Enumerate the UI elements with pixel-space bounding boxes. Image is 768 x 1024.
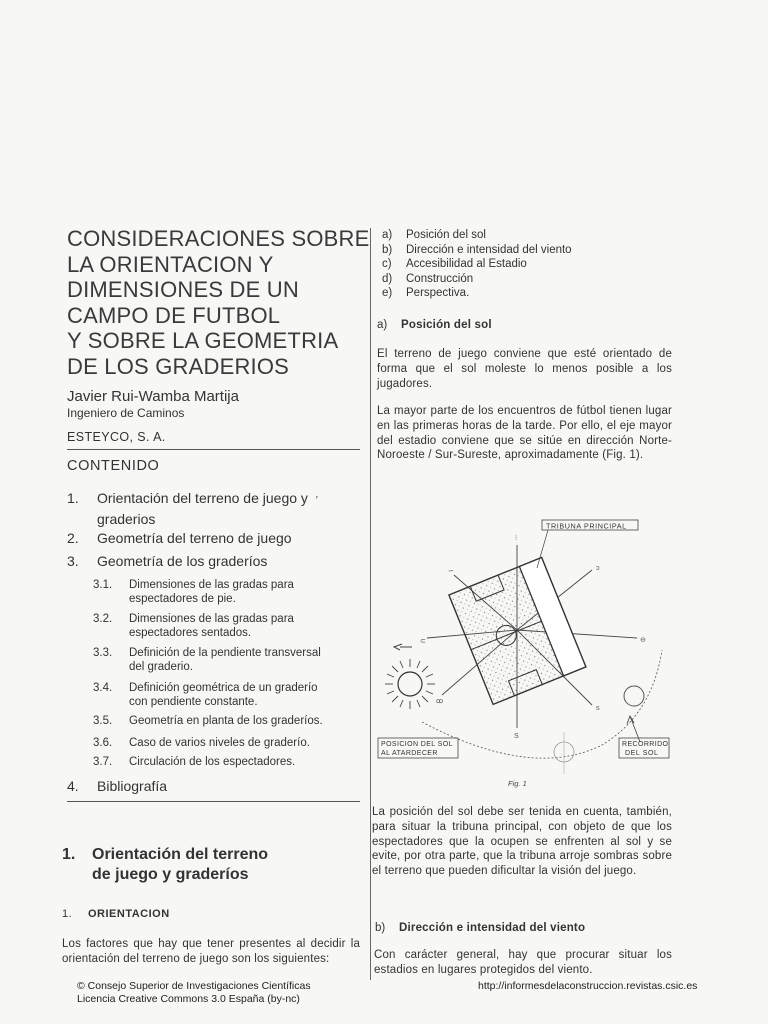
list-letter: d)	[382, 272, 393, 285]
toc-number: 1.	[67, 490, 79, 506]
list-text: Posición del sol	[406, 229, 486, 241]
svg-text:∽: ∽	[448, 568, 454, 575]
list-letter: b)	[382, 243, 393, 256]
list-text: Dirección e intensidad del viento	[406, 243, 572, 256]
subsection-title: ORIENTACION	[88, 908, 170, 920]
paragraph: La posición del sol debe ser tenida en cuenta, también, para situar la tribuna principal, con objeto de que los espectadores que la ocupen se enfrenten al sol y se evite, por otra parte, que la tribuna arroje sombras sobre el terreno que pueden dificultar la visión del juego.	[372, 806, 672, 878]
section-title-cont: de juego y graderíos	[92, 866, 249, 883]
subsection-heading-viento	[375, 922, 585, 934]
toc-text: Caso de varios niveles de graderío.	[129, 737, 310, 749]
list-item	[382, 257, 572, 272]
figure-1	[372, 510, 682, 800]
toc-number: 3.1.	[93, 579, 113, 591]
toc-subitem-3-3	[93, 646, 321, 674]
label-recorrido: RECORRIDO	[622, 741, 669, 748]
toc-subitem-3-5	[93, 714, 323, 728]
toc-text-cont: espectadores sentados.	[129, 627, 252, 639]
divider	[67, 449, 360, 450]
toc-text-cont: espectadores de pie.	[129, 593, 236, 605]
subsection-title: Posición del sol	[401, 319, 492, 331]
toc-text: Geometría del terreno de juego	[97, 530, 292, 546]
list-item	[382, 272, 572, 287]
section-heading	[62, 845, 268, 885]
toc-text: Dimensiones de las gradas para	[129, 579, 294, 591]
sun-icon	[385, 659, 435, 709]
toc-subitem-3-2	[93, 612, 294, 640]
label-tribuna: TRIBUNA PRINCIPAL	[546, 521, 627, 531]
paragraph: Con carácter general, hay que procurar situar los estadios en lugares protegidos del viento.	[374, 949, 672, 976]
toc-text-cont: del graderio.	[129, 661, 193, 673]
toc-text: Orientación del terreno de juego y	[97, 490, 308, 506]
toc-item-2	[67, 529, 292, 547]
sun-position-icon	[624, 686, 644, 706]
label-posicion: POSICION DEL SOL	[381, 741, 453, 748]
svg-text:ↄ: ↄ	[596, 565, 600, 572]
label-posicion: AL ATARDECER	[381, 750, 438, 757]
toc-number: 3.2.	[93, 613, 113, 625]
column-divider	[370, 228, 371, 980]
list-item	[382, 286, 572, 301]
toc-text: Bibliografía	[97, 778, 168, 794]
paragraph: La mayor parte de los encuentros de fútbol tienen lugar en las primeras horas de la tarde. Por ello, el eje mayor del estadio conviene que se sitúe en dirección Norte-Noroeste / Sur-Sureste, aproximadamente (Fig. 1).	[377, 405, 672, 462]
title-line: DE LOS GRADERIOS	[67, 353, 290, 379]
toc-text: Geometría en planta de los graderíos.	[129, 715, 323, 727]
toc-number: 3.7.	[93, 756, 113, 768]
section-number: 1.	[62, 846, 76, 863]
toc-number: 3.	[67, 553, 79, 569]
article-title	[67, 226, 370, 379]
title-line: DIMENSIONES DE UN	[67, 277, 299, 302]
paragraph: El terreno de juego conviene que esté orientado de forma que el sol moleste lo menos posible a los jugadores.	[377, 348, 672, 390]
subsection-number: 1.	[62, 908, 73, 920]
figure-caption: Fig. 1	[508, 779, 527, 788]
footer-url[interactable]: http://informesdelaconstruccion.revistas.csic.es	[478, 980, 698, 992]
toc-number: 3.4.	[93, 682, 113, 694]
paragraph: Los factores que hay que tener presentes al decidir la orientación del terreno de juego son los siguientes:	[62, 938, 360, 965]
toc-item-3	[67, 552, 267, 570]
toc-subitem-3-6	[93, 736, 310, 750]
list-letter: a)	[382, 229, 393, 241]
footer-license-text[interactable]: Licencia Creative Commons 3.0 España (by-nc)	[77, 992, 300, 1005]
title-line: LA ORIENTACION Y	[67, 251, 274, 277]
footer-copyright: © Consejo Superior de Investigaciones Científicas	[77, 980, 311, 992]
toc-text: Geometría de los graderíos	[97, 553, 268, 569]
toc-number: 3.6.	[93, 737, 113, 749]
toc-text: Circulación de los espectadores.	[129, 756, 296, 768]
toc-subitem-3-1	[93, 578, 294, 606]
stadium	[449, 557, 586, 704]
toc-subitem-3-7	[93, 755, 295, 769]
author-company: ESTEYCO, S. A.	[67, 430, 166, 444]
list-letter: c)	[382, 258, 392, 271]
svg-text:⁝: ⁝	[515, 535, 518, 542]
svg-text:⊖: ⊖	[640, 637, 646, 644]
section-title: Orientación del terreno	[92, 846, 269, 863]
toc-subitem-3-4	[93, 681, 318, 709]
toc-item-4	[67, 777, 167, 795]
title-line: Y SOBRE LA GEOMETRIA	[67, 328, 339, 353]
svg-text:s: s	[596, 705, 600, 712]
subsection-heading	[62, 908, 170, 920]
toc-text: Definición de la pendiente transversal	[129, 647, 321, 659]
list-letter: e)	[382, 287, 393, 300]
factors-list	[382, 228, 572, 301]
list-item	[382, 243, 572, 258]
title-line: CAMPO DE FUTBOL	[67, 302, 281, 328]
label-recorrido: DEL SOL	[625, 750, 659, 757]
subsection-title: Dirección e intensidad del viento	[399, 922, 586, 934]
toc-number: 4.	[67, 778, 79, 794]
footer-license	[77, 980, 311, 1005]
divider	[67, 801, 360, 802]
toc-text: Definición geométrica de un graderío	[129, 682, 318, 694]
toc-text-cont: graderios	[97, 511, 156, 527]
list-item	[382, 228, 572, 243]
contents-heading: CONTENIDO	[67, 458, 160, 474]
subsection-heading-sol	[377, 319, 492, 331]
svg-text:S: S	[514, 733, 519, 740]
list-text: Perspectiva.	[406, 287, 470, 300]
toc-number: 2.	[67, 530, 79, 546]
toc-text-cont: con pendiente constante.	[129, 696, 258, 708]
toc-number: 3.3.	[93, 647, 113, 659]
svg-text:⊂: ⊂	[420, 638, 426, 645]
svg-text:ꝏ: ꝏ	[436, 698, 444, 705]
author-role: Ingeniero de Caminos	[67, 406, 185, 420]
list-text: Accesibilidad al Estadio	[406, 258, 527, 271]
toc-text: Dimensiones de las gradas para	[129, 613, 294, 625]
subsection-letter: b)	[375, 922, 386, 934]
subsection-letter: a)	[377, 319, 388, 331]
title-line: CONSIDERACIONES SOBRE	[67, 226, 370, 251]
author-name: Javier Rui-Wamba Martija	[67, 388, 239, 405]
list-text: Construcción	[406, 272, 474, 285]
toc-number: 3.5.	[93, 715, 113, 727]
toc-item-1: 1. Orientación del terreno de juego y ′ graderios	[67, 490, 318, 527]
